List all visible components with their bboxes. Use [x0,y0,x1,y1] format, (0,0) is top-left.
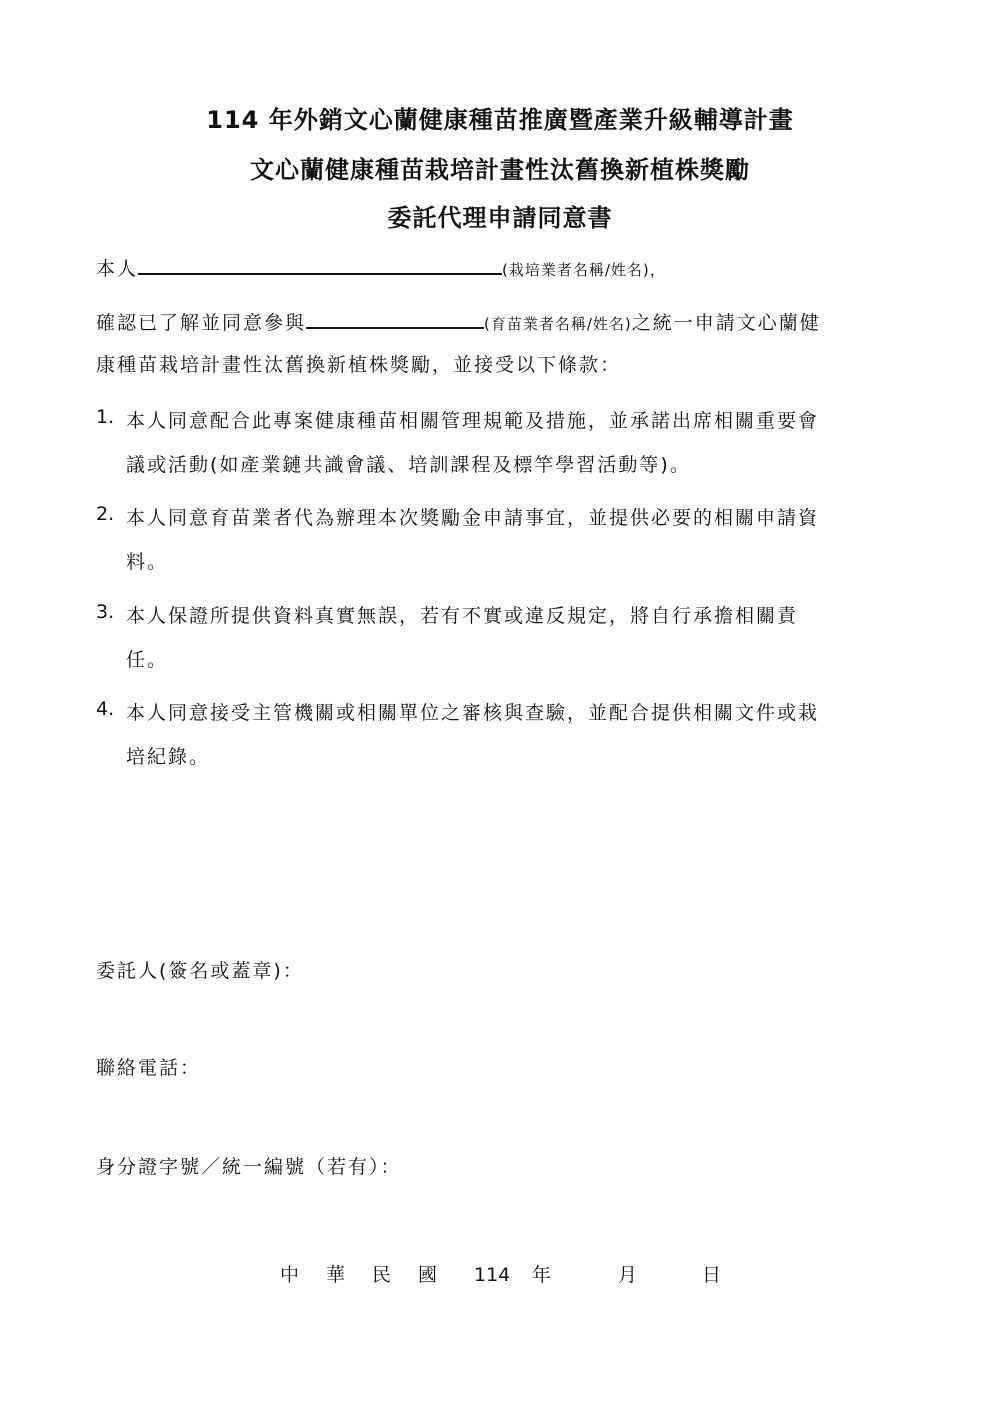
term-text: 本人保證所提供資料真實無誤，若有不實或違反規定，將自行承擔相關責 [126,605,799,627]
term-number: 1. [96,406,115,428]
term-text-cont: 任。 [126,649,169,671]
term-number: 3. [96,601,115,623]
grower-name-hint: (栽培業者名稱/姓名)， [502,261,666,279]
confirm-line-2: 康種苗栽培計畫性汰舊換新植株獎勵，並接受以下條款： [96,354,622,376]
date-day-unit: 日 [702,1264,722,1286]
document-title: 114 年外銷文心蘭健康種苗推廣暨產業升級輔導計畫 [206,106,794,134]
date-year: 114 [474,1264,511,1286]
date-char: 中 [280,1264,300,1286]
confirm-label: 確認已了解並同意參與 [96,312,307,334]
term-text-cont: 培紀錄。 [126,746,211,768]
grower-name-blank[interactable] [138,255,502,275]
phone-label: 聯絡電話： [96,1057,202,1079]
date-char: 國 [418,1264,438,1286]
term-number: 4. [96,698,115,720]
term-text: 本人同意接受主管機關或相關單位之審核與查驗，並配合提供相關文件或栽 [126,702,820,724]
document-form-name: 委託代理申請同意書 [387,204,613,232]
term-text: 本人同意配合此專案健康種苗相關管理規範及措施，並承諾出席相關重要會 [126,410,820,432]
document-subtitle: 文心蘭健康種苗栽培計畫性汰舊換新植株獎勵 [250,156,750,184]
term-text-cont: 議或活動(如產業鏈共識會議、培訓課程及標竿學習活動等)。 [126,454,691,476]
delegator-signature-label: 委託人(簽名或蓋章)： [96,960,304,982]
date-year-unit: 年 [532,1264,552,1286]
term-text-cont: 料。 [126,551,169,573]
date-char: 民 [372,1264,392,1286]
confirm-rest-1: 之統一申請文心蘭健 [631,312,821,334]
date-month-unit: 月 [618,1264,638,1286]
nursery-name-blank[interactable] [306,309,484,329]
self-label: 本人 [96,258,139,280]
date-char: 華 [326,1264,346,1286]
confirm-line-1 [96,308,821,335]
term-text: 本人同意育苗業者代為辦理本次獎勵金申請事宜，並提供必要的相關申請資 [126,507,820,529]
self-line [96,254,666,281]
date-line [280,1260,721,1287]
nursery-name-hint: (育苗業者名稱/姓名) [484,315,632,333]
id-number-label: 身分證字號／統一編號（若有）： [96,1156,402,1178]
term-number: 2. [96,503,115,525]
